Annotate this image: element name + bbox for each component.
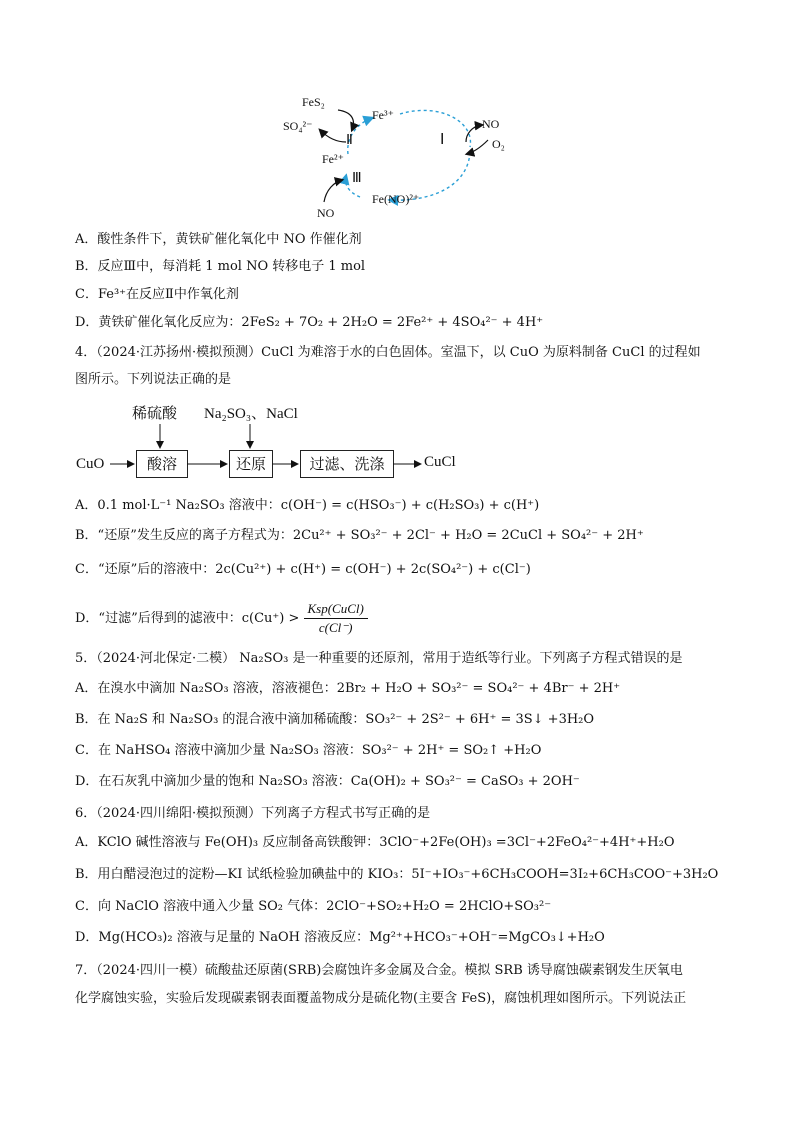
- q7-stem-line2: 化学腐蚀实验，实验后发现碳素钢表面覆盖物成分是硫化物(主要含 FeS)，腐蚀机理如图所示。下列说法正: [75, 991, 687, 1006]
- q7-stem-line1: 7．（2024·四川一模）硫酸盐还原菌(SRB)会腐蚀许多金属及合金。模拟 SRB 诱导腐蚀碳素钢发生厌氧电: [75, 963, 683, 978]
- q3-option-c: C．Fe³⁺在反应Ⅱ中作氧化剂: [75, 287, 239, 302]
- q4-option-c: C．“还原”后的溶液中：2c(Cu²⁺) + c(H⁺) = c(OH⁻) + 2c(SO₄²⁻) + c(Cl⁻): [75, 562, 531, 577]
- flow-start-cuo: CuO: [76, 456, 105, 472]
- label-step-1: Ⅰ: [440, 132, 445, 148]
- q5-option-b: B．在 Na₂S 和 Na₂SO₃ 的混合液中滴加稀硫酸：SO₃²⁻ + 2S²⁻ + 6H⁺ = 3S↓ +3H₂O: [75, 712, 595, 727]
- q6-stem: 6．（2024·四川绵阳·模拟预测）下列离子方程式书写正确的是: [75, 806, 431, 821]
- q3-option-b: B．反应Ⅲ中，每消耗 1 mol NO 转移电子 1 mol: [75, 259, 366, 274]
- q6-option-a: A．KClO 碱性溶液与 Fe(OH)₃ 反应制备高铁酸钾：3ClO⁻+2Fe(OH)₃ =3Cl⁻+2FeO₄²⁻+4H⁺+H₂O: [75, 835, 675, 850]
- flow-reagent-2: Na₂SO₃、NaCl: [204, 406, 298, 422]
- label-fe3: Fe³⁺: [372, 108, 394, 122]
- label-feno: Fe(NO)²⁺: [372, 192, 420, 206]
- q3-option-d: D．黄铁矿催化氧化反应为：2FeS₂ + 7O₂ + 2H₂O = 2Fe²⁺ + 4SO₄²⁻ + 4H⁺: [75, 315, 544, 330]
- label-step-3: Ⅲ: [352, 171, 362, 186]
- q5-stem: 5．（2024·河北保定·二模） Na₂SO₃ 是一种重要的还原剂，常用于造纸等行业。下列离子方程式错误的是: [75, 651, 683, 666]
- label-fe2: Fe²⁺: [322, 152, 344, 166]
- flow-arrows: [0, 0, 794, 520]
- q6-option-c: C．向 NaClO 溶液中通入少量 SO₂ 气体：2ClO⁻+SO₂+H₂O = 2HClO+SO₃²⁻: [75, 899, 552, 914]
- fraction-numerator: Ksp(CuCl): [304, 600, 368, 619]
- flow-box-acid-dissolve: 酸溶: [136, 450, 188, 478]
- label-no-in: NO: [317, 206, 335, 220]
- label-no-out: NO: [482, 117, 500, 131]
- flow-reagent-1: 稀硫酸: [132, 404, 178, 422]
- label-o2: O₂: [492, 137, 505, 151]
- q4-stem-line2: 图所示。下列说法正确的是: [75, 372, 232, 387]
- q4-option-b: B．“还原”发生反应的离子方程式为：2Cu²⁺ + SO₃²⁻ + 2Cl⁻ + H₂O = 2CuCl + SO₄²⁻ + 2H⁺: [75, 528, 644, 543]
- q5-option-d: D．在石灰乳中滴加少量的饱和 Na₂SO₃ 溶液：Ca(OH)₂ + SO₃²⁻ = CaSO₃ + 2OH⁻: [75, 774, 580, 789]
- q4-option-d: [75, 600, 368, 637]
- q4-stem-line1: 4．（2024·江苏扬州·模拟预测）CuCl 为难溶于水的白色固体。室温下，以 CuO 为原料制备 CuCl 的过程如: [75, 345, 701, 360]
- q4-option-d-prefix: D．“过滤”后得到的滤液中：c(Cu⁺) >: [75, 611, 300, 626]
- flow-box-reduce: 还原: [229, 450, 273, 478]
- label-so4: SO₄²⁻: [283, 119, 313, 133]
- flow-end-cucl: CuCl: [424, 454, 456, 470]
- q5-option-c: C．在 NaHSO₄ 溶液中滴加少量 Na₂SO₃ 溶液：SO₃²⁻ + 2H⁺ = SO₂↑ +H₂O: [75, 743, 542, 758]
- label-step-2: Ⅱ: [346, 133, 353, 148]
- q6-option-b: B．用白醋浸泡过的淀粉—KI 试纸检验加碘盐中的 KIO₃：5I⁻+IO₃⁻+6CH₃COOH=3I₂+6CH₃COO⁻+3H₂O: [75, 867, 719, 882]
- q4-option-a: A．0.1 mol·L⁻¹ Na₂SO₃ 溶液中：c(OH⁻) = c(HSO₃⁻) + c(H₂SO₃) + c(H⁺): [75, 498, 540, 513]
- q4-option-d-fraction: [304, 600, 368, 637]
- q3-option-a: A．酸性条件下，黄铁矿催化氧化中 NO 作催化剂: [75, 232, 362, 247]
- q6-option-d: D．Mg(HCO₃)₂ 溶液与足量的 NaOH 溶液反应：Mg²⁺+HCO₃⁻+OH⁻=MgCO₃↓+H₂O: [75, 930, 605, 945]
- fraction-denominator: c(Cl⁻): [318, 620, 353, 635]
- label-fes2: FeS₂: [302, 95, 325, 109]
- q5-option-a: A．在溴水中滴加 Na₂SO₃ 溶液，溶液褪色：2Br₂ + H₂O + SO₃²⁻ = SO₄²⁻ + 4Br⁻ + 2H⁺: [75, 681, 621, 696]
- flow-box-filter-wash: 过滤、洗涤: [300, 450, 394, 478]
